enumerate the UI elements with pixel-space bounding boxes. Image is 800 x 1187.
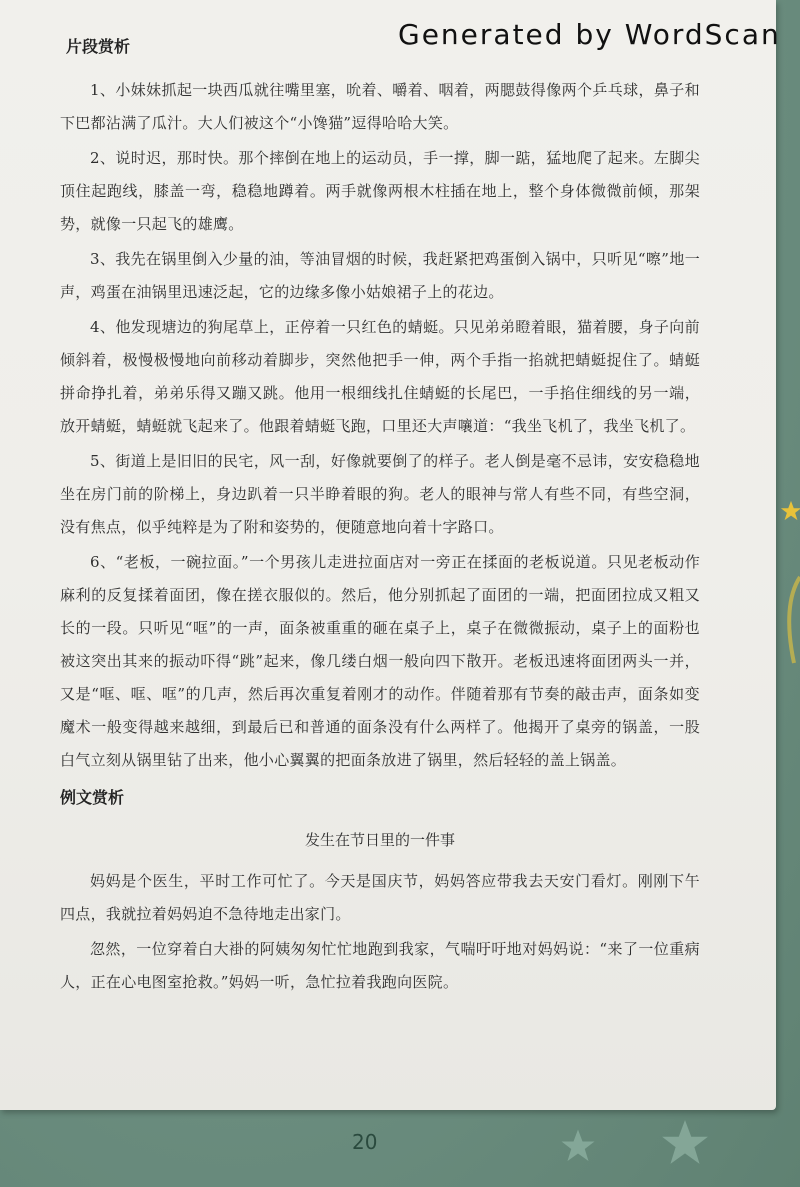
paragraph-3: 3、我先在锅里倒入少量的油，等油冒烟的时候，我赶紧把鸡蛋倒入锅中，只听见“嚓”地一声，鸡蛋在油锅里迅速泛起，它的边缘多像小姑娘裙子上的花边。: [60, 250, 700, 301]
article-title: 发生在节日里的一件事: [304, 831, 455, 849]
decorative-swoosh-icon: [784, 575, 800, 665]
paragraph-6: 6、“老板，一碗拉面。”一个男孩儿走进拉面店对一旁正在揉面的老板说道。只见老板动作麻利的反复揉着面团，像在搓衣服似的。然后，他分别抓起了面团的一端，把面团拉成又粗又长的一段。只听见“哐”的一声，面条被重重的砸在桌子上，桌子在微微振动，桌子上的面粉也被这突出其来的振动吓得“跳”起来，像几缕白烟一般向四下散开。老板迅速将面团两头一并，又是“哐、哐、哐”的几声，然后再次重复着刚才的动作。伴随着那有节奏的敲击声，面条如变魔术一般变得越来越细，到最后已和普通的面条没有什么两样了。他揭开了桌旁的锅盖，一股白气立刻从锅里钻了出来，他小心翼翼的把面条放进了锅里，然后轻轻的盖上锅盖。: [60, 553, 700, 769]
star-icon: [660, 1118, 710, 1168]
star-icon: [780, 500, 800, 522]
wordscan-watermark: Generated by WordScan: [398, 18, 781, 51]
section-title-example-essay: 例文赏析: [60, 788, 125, 807]
article-paragraph-1: 妈妈是个医生，平时工作可忙了。今天是国庆节，妈妈答应带我去天安门看灯。刚刚下午四点，我就拉着妈妈迫不急待地走出家门。: [60, 872, 700, 923]
article-paragraph-2: 忽然，一位穿着白大褂的阿姨匆匆忙忙地跑到我家，气喘吁吁地对妈妈说：“来了一位重病人，正在心电图室抢救。”妈妈一听，急忙拉着我跑向医院。: [60, 940, 700, 991]
page-content: [60, 36, 700, 999]
section-title-fragment-appreciation: 片段赏析: [66, 37, 131, 56]
paragraph-5: 5、街道上是旧旧的民宅，风一刮，好像就要倒了的样子。老人倒是毫不忌讳，安安稳稳地坐在房门前的阶梯上，身边趴着一只半睁着眼的狗。老人的眼神与常人有些不同，有些空洞，没有焦点，似乎纯粹是为了附和姿势的，便随意地向着十字路口。: [60, 452, 700, 536]
paragraph-2: 2、说时迟，那时快。那个摔倒在地上的运动员，手一撑，脚一踮，猛地爬了起来。左脚尖顶住起跑线，膝盖一弯，稳稳地蹲着。两手就像两根木柱插在地上，整个身体微微前倾，那架势，就像一只起飞的雄鹰。: [60, 149, 700, 233]
paragraph-4: 4、他发现塘边的狗尾草上，正停着一只红色的蜻蜓。只见弟弟瞪着眼，猫着腰，身子向前倾斜着，极慢极慢地向前移动着脚步，突然他把手一伸，两个手指一掐就把蜻蜓捉住了。蜻蜓拼命挣扎着，弟弟乐得又蹦又跳。他用一根细线扎住蜻蜓的长尾巴，一手掐住细线的另一端，放开蜻蜓，蜻蜓就飞起来了。他跟着蜻蜓飞跑，口里还大声嚷道：“我坐飞机了，我坐飞机了。: [60, 318, 700, 435]
star-icon: [560, 1128, 596, 1164]
page-number: 20: [352, 1130, 378, 1154]
paragraph-1: 1、小妹妹抓起一块西瓜就往嘴里塞，吮着、嚼着、咽着，两腮鼓得像两个乒乓球，鼻子和下巴都沾满了瓜汁。大人们被这个“小馋猫”逗得哈哈大笑。: [60, 81, 700, 132]
